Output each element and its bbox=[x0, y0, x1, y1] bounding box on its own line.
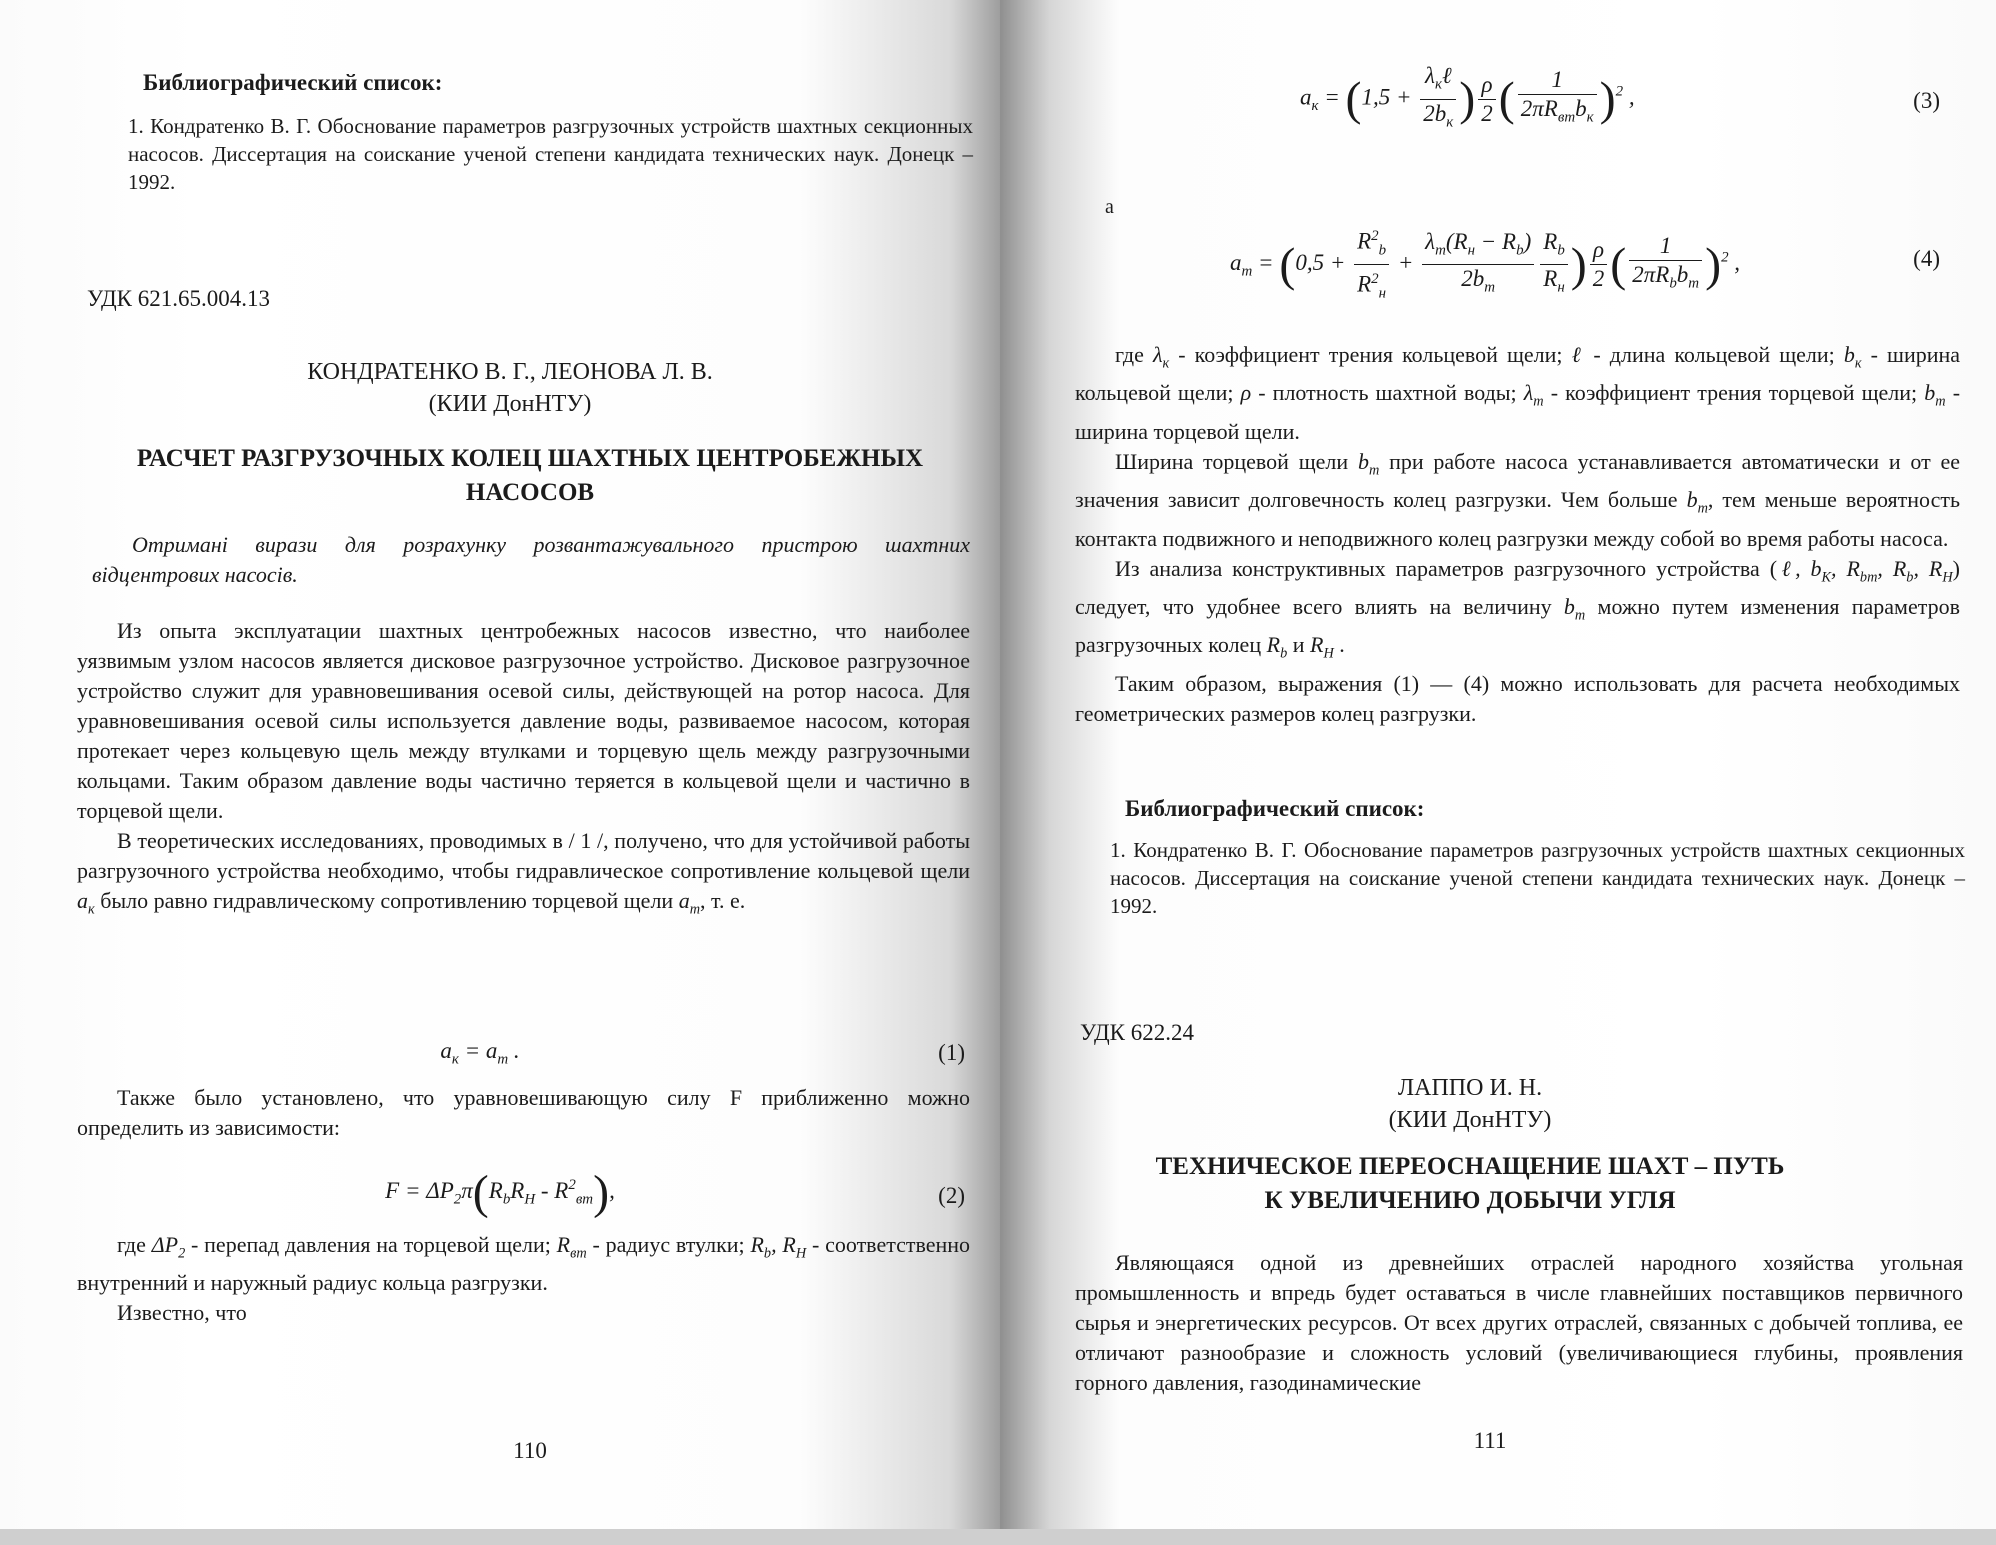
abstract: Отримані вирази для розрахунку розвантажувального пристрою шахтних відцентрових насосів. bbox=[92, 532, 970, 587]
symbol-a-k: $a_к$ bbox=[77, 888, 95, 918]
equation-4-number: (4) bbox=[1913, 246, 1940, 271]
symbol-lambda-k: $\lambda_к$ bbox=[1152, 342, 1170, 372]
paragraph-conclusion: Таким образом, выражения (1) — (4) можно использовать для расчета необходимых геометрических размеров колец разгрузки. bbox=[1075, 670, 1960, 726]
scan-bottom-edge bbox=[0, 1529, 1996, 1545]
symbol-b-k: $b_к$ bbox=[1843, 342, 1862, 372]
equation-4: $a_т = (0,5$ + $\frac{R^2_b}{R^2_н}$ + $\frac{\lambda_т(R_н - R_b)}{2b_т}$ $\frac{R_b}{R_н}$ ) $\frac{\rho}{2}$ ( $\frac{1}{2\pi R_bb_т}$ )$^2$ , bbox=[1230, 222, 1890, 308]
right-body-1 bbox=[1075, 340, 1960, 729]
para1a: Ширина торцевой щели bbox=[1115, 448, 1349, 474]
where-2c: - коэффициент bbox=[1550, 380, 1691, 406]
symbol-l: ℓ bbox=[1571, 342, 1585, 367]
para2c: можно путем изменения параметров разгрузочных колец bbox=[1075, 593, 1961, 658]
para2d: и bbox=[1292, 632, 1305, 658]
where-text-b: - перепад давления на торцевой щели; bbox=[191, 1232, 551, 1257]
symbol-r-b: $R_b$ bbox=[1266, 632, 1288, 662]
para1c: , тем меньше вероятность контакта подвижного и неподвижного колец разгрузки между собой во время работы насоса. bbox=[1075, 487, 1960, 551]
paragraph-2 bbox=[77, 826, 970, 924]
affiliation: (КИИ ДонНТУ) bbox=[428, 391, 592, 417]
paragraph-2-text-c: , т. е. bbox=[700, 888, 746, 913]
where-paragraph bbox=[1075, 340, 1960, 447]
bibliography-heading-right: Библиографический список: bbox=[1125, 796, 1425, 821]
symbol-params: ℓ, $b_K$, $R_{bm}$, $R_b$, $R_H$ bbox=[1777, 555, 1953, 585]
paragraph-width bbox=[1075, 447, 1960, 554]
where-1: где bbox=[1115, 342, 1144, 367]
symbol-r-vt: $R_{вт}$ bbox=[556, 1232, 587, 1262]
right-body-2 bbox=[1075, 1248, 1963, 1398]
equation-1: $a_к = a_т$ . bbox=[440, 1038, 520, 1068]
equation-3-number: (3) bbox=[1913, 88, 1940, 113]
authors-right bbox=[1320, 1072, 1620, 1136]
paragraph-2-text-b: было равно гидравлическому сопротивлению торцевой щели bbox=[100, 888, 674, 913]
authors bbox=[300, 356, 720, 420]
conjunction-a: а bbox=[1105, 196, 1114, 218]
symbol-lambda-t: $\lambda_т$ bbox=[1523, 380, 1544, 410]
para1b: при работе насоса устанавливается автоматически и от ее значения зависит долговечность колец разгрузки. Чем больше bbox=[1075, 448, 1961, 513]
equation-2-number: (2) bbox=[938, 1183, 965, 1208]
udk-code-right: УДК 622.24 bbox=[1080, 1020, 1194, 1045]
paragraph-3: Также было установлено, что уравновешивающую силу F приближенно можно определить из зависимости: bbox=[77, 1085, 970, 1140]
author-name-right: ЛАППО И. Н. bbox=[1397, 1075, 1543, 1101]
equation-3: $a_к = (1,5$ + $\frac{\lambda_к\ell}{2b_к}$ ) $\frac{\rho}{2}$ ( $\frac{1}{2\pi R_{вт}b_к}$ )$^2$ , bbox=[1300, 63, 1635, 131]
article-title-right: ТЕХНИЧЕСКОЕ ПЕРЕОСНАЩЕНИЕ ШАХТ – ПУТЬ К УВЕЛИЧЕНИЮ ДОБЫЧИ УГЛЯ bbox=[1155, 1153, 1785, 1214]
paragraph-intro: Являющаяся одной из древнейших отраслей народного хозяйства угольная промышленность и впредь будет оставаться в числе главнейших поставщиков первичного сырья и энергетических ресурсов. От всех других отраслей, связанных с добычей топлива, ее отличают разнообразие и сложность условий (увеличивающиеся глубины, проявления горного давления, газодинамические bbox=[1075, 1250, 1963, 1395]
symbol-b-t-3: $b_т$ bbox=[1686, 487, 1708, 517]
paragraph-analysis: Из анализа конструктивных параметров разгрузочного устройства (ℓ, $b_K$, $R_{bm}$, $R_b$, $R_H$) следует, что удобнее всего влиять на величину $b_m$ можно путем изменения параметров разгрузочных колец $R_b$ и $R_H$ . bbox=[1075, 555, 1961, 662]
where-2a: - ширина кольцевой щели; bbox=[1075, 342, 1961, 406]
paragraph-5: Известно, что bbox=[117, 1300, 247, 1326]
where-text: где bbox=[117, 1232, 146, 1257]
symbol-a-t: $a_т$ bbox=[678, 888, 701, 918]
where-1b: - коэффициент трения кольцевой щели; bbox=[1178, 342, 1563, 367]
article-body bbox=[77, 616, 970, 924]
paragraph-2-text: В теоретических исследованиях, проводимых в / 1 /, получено, что для устойчивой работы разгрузочного устройства необходимо, чтобы гидравлическое сопротивление кольцевой щели bbox=[77, 828, 970, 883]
paragraph-1: Из опыта эксплуатации шахтных центробежных насосов известно, что наиболее уязвимым узлом насосов является дисковое разгрузочное устройство. Дисковое разгрузочное устройство служит для уравновешивания осевой силы, действующей на ротор насоса. Для уравновешивания осевой силы используется давление воды, развиваемое насосом, которая протекает через кольцевую щель между втулками и торцевую щель между разгрузочными кольцами. Таким образом давление воды частично теряется в кольцевой щели и частично в торцевой щели. bbox=[77, 618, 970, 823]
where-2b: - плотность шахтной воды; bbox=[1258, 380, 1517, 406]
where-1c: - длина кольцевой щели; bbox=[1593, 342, 1835, 367]
affiliation-right: (КИИ ДонНТУ) bbox=[1388, 1107, 1552, 1133]
symbol-rb-rh: $R_b$, $R_H$ bbox=[750, 1232, 807, 1262]
author-names: КОНДРАТЕНКО В. Г., ЛЕОНОВА Л. В. bbox=[307, 359, 713, 385]
paragraph-3-block bbox=[77, 1083, 970, 1143]
where-text-d: соответственно внутренний и наружный радиус кольца разгрузки. bbox=[77, 1232, 971, 1296]
para2b: ) следует, что удобнее всего влиять на величину bbox=[1075, 555, 1960, 619]
para2a: Из анализа конструктивных параметров разгрузочного устройства ( bbox=[1115, 555, 1778, 581]
symbol-r-h: $R_H$ bbox=[1310, 632, 1334, 662]
paragraph-4-block bbox=[77, 1230, 970, 1328]
equation-1-number: (1) bbox=[938, 1040, 965, 1065]
symbol-b-t: $b_т$ bbox=[1924, 380, 1946, 410]
udk-code: УДК 621.65.004.13 bbox=[87, 286, 270, 311]
where-3a: трения торцевой щели; bbox=[1697, 380, 1918, 406]
bibliography-heading: Библиографический список: bbox=[143, 70, 443, 95]
where-3b: - ширина торцевой щели. bbox=[1075, 380, 1961, 444]
right-page bbox=[1000, 0, 1996, 1545]
bibliography-item-right: 1. Кондратенко В. Г. Обоснование параметров разгрузочных устройств шахтных секционных насосов. Диссертация на соискание ученой степени кандидата технических наук. Донецк – 1992. bbox=[1110, 838, 1965, 918]
equation-2: $F = \Delta P_2\pi(R_bR_H - R^2_{вт})$, bbox=[385, 1166, 615, 1219]
symbol-rho: ρ bbox=[1240, 380, 1252, 406]
where-text-c: - радиус втулки; bbox=[592, 1232, 745, 1257]
symbol-b-t-2: $b_т$ bbox=[1357, 448, 1380, 479]
page-number-right: 111 bbox=[1473, 1428, 1507, 1453]
article-title: РАСЧЕТ РАЗГРУЗОЧНЫХ КОЛЕЦ ШАХТНЫХ ЦЕНТРОБЕЖНЫХ НАСОСОВ bbox=[136, 445, 924, 506]
page-number-left: 110 bbox=[513, 1438, 547, 1463]
symbol-b-m: $b_m$ bbox=[1563, 593, 1586, 624]
paragraph-4: где $\Delta P_2$ - перепад давления на торцевой щели; $R_{вт}$ - радиус втулки; $R_b$, $R_H$ - соответственно внутренний и наружный радиус кольца разгрузки. bbox=[77, 1232, 971, 1296]
bibliography-item: 1. Кондратенко В. Г. Обоснование параметров разгрузочных устройств шахтных секционных насосов. Диссертация на соискание ученой степени кандидата технических наук. Донецк – 1992. bbox=[128, 114, 973, 194]
symbol-delta-p2: $\Delta P_2$ bbox=[151, 1232, 186, 1262]
